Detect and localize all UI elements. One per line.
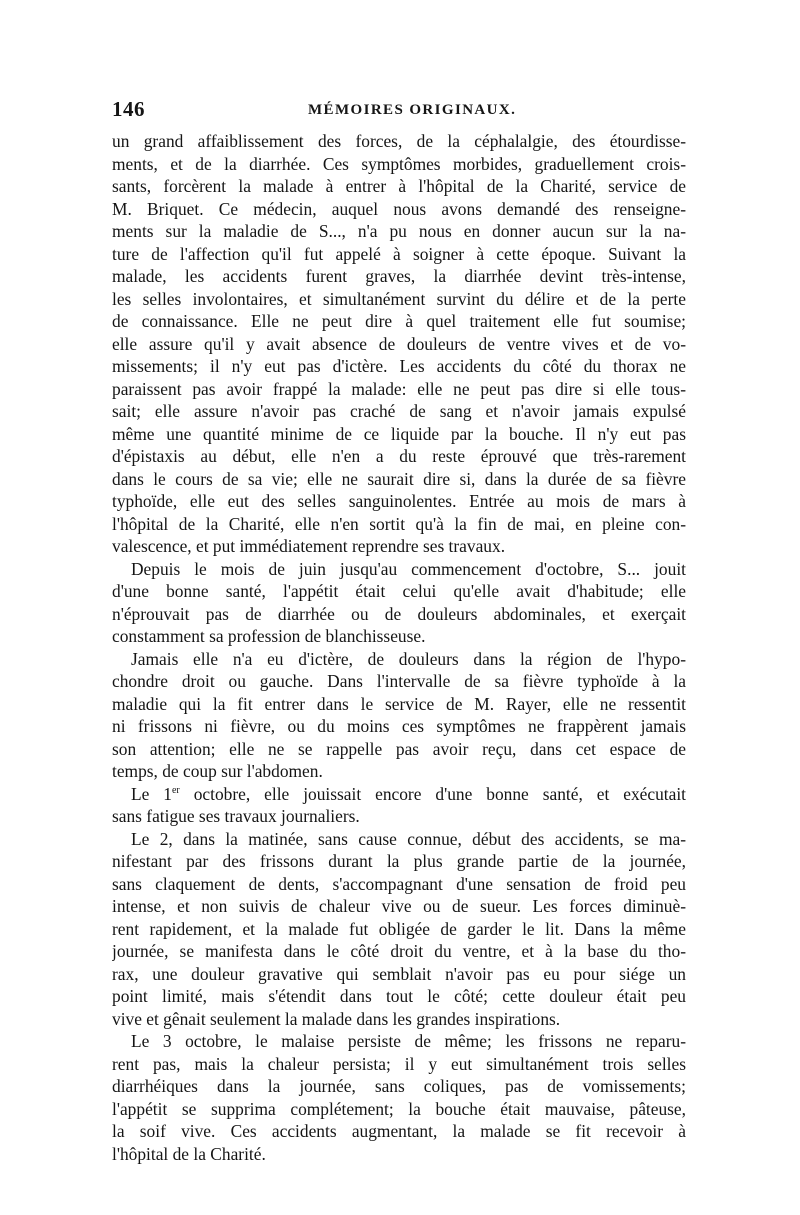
text-line: l'hôpital de la Charité, elle n'en sortit qu'à la fin de mai, en pleine con-: [112, 513, 686, 534]
text-line: d'une bonne santé, l'appétit était celui qu'elle avait d'habitude; elle: [112, 581, 686, 601]
text-line: un grand affaiblissement des forces, de la céphalalgie, des étourdisse-: [112, 131, 686, 151]
text-line: nifestant par des frissons durant la plus grande partie de la journée,: [112, 851, 686, 871]
paragraph: [112, 558, 686, 648]
text-line: d'épistaxis au début, elle n'en a du reste éprouvé que très-rarement: [112, 446, 686, 466]
running-title: MÉMOIRES ORIGINAUX.: [308, 102, 517, 118]
text-line: maladie qui la fit entrer dans le service de M. Rayer, elle ne ressentit: [112, 693, 686, 714]
text-line: ments, et de la diarrhée. Ces symptômes morbides, graduellement crois-: [112, 153, 686, 174]
body-text: [112, 130, 686, 1165]
text-line: diarrhéiques dans la journée, sans coliques, pas de vomissements;: [112, 1076, 686, 1096]
paragraph: [112, 783, 686, 828]
text-line: l'hôpital de la Charité.: [112, 1143, 266, 1164]
text-line: chondre droit ou gauche. Dans l'intervalle de sa fièvre typhoïde à la: [112, 671, 686, 691]
text-line: Le 3 octobre, le malaise persiste de même; les frissons ne reparu-: [131, 1031, 686, 1051]
text-line: malade, les accidents furent graves, la diarrhée devint très-intense,: [112, 266, 686, 286]
text-line: rent rapidement, et la malade fut obligée de garder le lit. Dans la même: [112, 918, 686, 939]
text-line: temps, de coup sur l'abdomen.: [112, 761, 323, 781]
text-line: même une quantité minime de ce liquide par la bouche. Il n'y eut pas: [112, 423, 686, 444]
date-prefix: Le 1: [131, 783, 172, 804]
paragraph: [112, 1030, 686, 1165]
text-line: elle assure qu'il y avait absence de douleurs de ventre vives et de vo-: [112, 333, 686, 354]
text-line: journée, se manifesta dans le côté droit du ventre, et à la base du tho-: [112, 941, 686, 961]
text-line: vive et gênait seulement la malade dans les grandes inspirations.: [112, 1008, 561, 1029]
text-line: M. Briquet. Ce médecin, auquel nous avons demandé des renseigne-: [112, 198, 686, 219]
page-number: 146: [112, 97, 145, 121]
text-line: [112, 783, 686, 806]
text-line: constamment sa profession de blanchisseuse.: [112, 626, 426, 646]
text-line: de connaissance. Elle ne peut dire à quel traitement elle fut soumise;: [112, 311, 686, 331]
text-line: les selles involontaires, et simultanément survint du délire et de la perte: [112, 288, 686, 309]
text-line: rent pas, mais la chaleur persista; il y eut simultanément trois selles: [112, 1053, 686, 1074]
text-line: ni frissons ni fièvre, ou du moins ces symptômes ne frappèrent jamais: [112, 716, 686, 736]
text-line: rax, une douleur gravative qui semblait n'avoir pas eu pour siége un: [112, 963, 686, 984]
text-line: l'appétit se supprima complétement; la bouche était mauvaise, pâteuse,: [112, 1098, 686, 1119]
page-header: [112, 97, 688, 127]
text-line: dans le cours de sa vie; elle ne saurait dire si, dans la durée de sa fièvre: [112, 468, 686, 489]
text-line: intense, et non suivis de chaleur vive ou de sueur. Les forces diminuè-: [112, 896, 686, 916]
ordinal-superscript: er: [171, 784, 180, 796]
paragraph: [112, 648, 686, 783]
text-line: valescence, et put immédiatement reprendre ses travaux.: [112, 536, 506, 556]
text-line: sants, forcèrent la malade à entrer à l'hôpital de la Charité, service de: [112, 176, 686, 196]
text-line: la soif vive. Ces accidents augmentant, la malade se fit recevoir à: [112, 1121, 686, 1141]
paragraph: [112, 130, 686, 558]
line-rest: octobre, elle jouissait encore d'une bonne santé, et exécutait: [179, 783, 686, 804]
text-line: sans fatigue ses travaux journaliers.: [112, 806, 360, 826]
text-line: ments sur la maladie de S..., n'a pu nous en donner aucun sur la na-: [112, 221, 686, 241]
text-line: sans claquement de dents, s'accompagnant d'une sensation de froid peu: [112, 873, 686, 894]
text-line: paraissent pas avoir frappé la malade: elle ne peut pas dire si elle tous-: [112, 378, 686, 399]
text-line: typhoïde, elle eut des selles sanguinolentes. Entrée au mois de mars à: [112, 491, 686, 511]
paragraph: [112, 828, 686, 1031]
text-line: Jamais elle n'a eu d'ictère, de douleurs dans la région de l'hypo-: [131, 648, 686, 669]
text-line: n'éprouvait pas de diarrhée ou de douleurs abdominales, et exerçait: [112, 603, 686, 624]
text-line: son attention; elle ne se rappelle pas avoir reçu, dans cet espace de: [112, 738, 686, 759]
text-line: Depuis le mois de juin jusqu'au commencement d'octobre, S... jouit: [131, 558, 686, 579]
text-line: missements; il n'y eut pas d'ictère. Les accidents du côté du thorax ne: [112, 356, 686, 376]
text-line: Le 2, dans la matinée, sans cause connue, début des accidents, se ma-: [131, 828, 686, 849]
text-line: ture de l'affection qu'il fut appelé à soigner à cette époque. Suivant la: [112, 243, 686, 264]
text-line: point limité, mais s'étendit dans tout le côté; cette douleur était peu: [112, 986, 686, 1006]
text-line: sait; elle assure n'avoir pas craché de sang et n'avoir jamais expulsé: [112, 401, 686, 421]
